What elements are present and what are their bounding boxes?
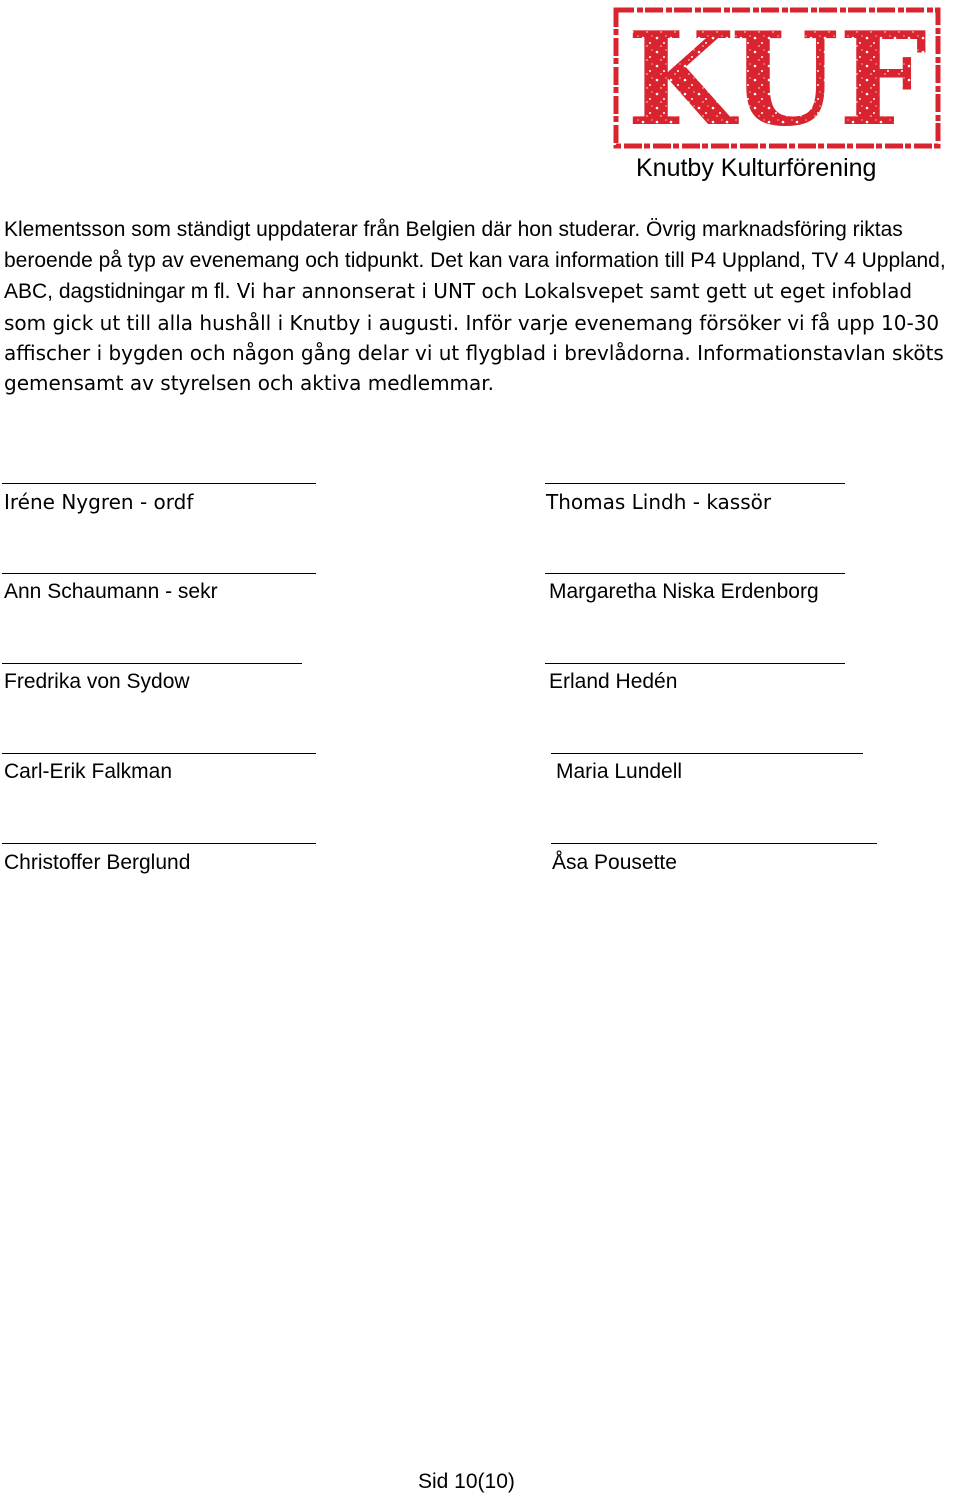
organization-name: Knutby Kulturförening: [636, 154, 877, 182]
signatory-name: Fredrika von Sydow: [4, 670, 190, 693]
signature-line: [551, 753, 863, 754]
signatory-name: Christoffer Berglund: [4, 851, 191, 874]
signatory-name: Carl-Erik Falkman: [4, 760, 173, 783]
signature-line: [545, 483, 845, 484]
page-number: Sid 10(10): [418, 1470, 515, 1493]
signatory-name: Maria Lundell: [556, 760, 683, 783]
signatory-name: Iréne Nygren - ordf: [4, 490, 194, 514]
signature-line: [2, 663, 302, 664]
signature-line: [2, 483, 316, 484]
signatory-name: Ann Schaumann - sekr: [4, 580, 218, 603]
svg-text:KUF: KUF: [627, 6, 927, 150]
paragraph-part-1: Klementsson som ständigt uppdaterar från Belgien där hon studerar. Övrig marknadsföring riktas beroende på typ av evenemang och tidpunkt. Det kan vara information till P4 Uppland, TV 4 Uppland, ABC, dagstidningar m fl.: [4, 218, 946, 304]
marketing-paragraph: [4, 214, 954, 398]
kuf-logo-graphic: [612, 6, 942, 150]
signature-line: [2, 753, 316, 754]
signature-line: [545, 573, 845, 574]
signatory-name: Margaretha Niska Erdenborg: [549, 580, 819, 603]
paragraph-part-2: Vi har annonserat i UNT och Lokalsvepet samt gett ut eget infoblad som gick ut till alla hushåll i Knutby i augusti. Inför varje evenemang försöker vi få upp 10-30 affischer i bygden och någon gång delar vi ut flygblad i brevlådorna. Informationstavlan sköts gemensamt av styrelsen och aktiva medlemmar.: [4, 279, 944, 396]
kuf-logo: [612, 6, 942, 150]
signatory-name: Erland Hedén: [549, 670, 678, 693]
signature-line: [2, 573, 316, 574]
signatory-name: Thomas Lindh - kassör: [546, 490, 772, 514]
signature-line: [2, 843, 316, 844]
signature-line: [545, 663, 845, 664]
signatory-name: Åsa Pousette: [552, 851, 677, 874]
signature-line: [551, 843, 877, 844]
